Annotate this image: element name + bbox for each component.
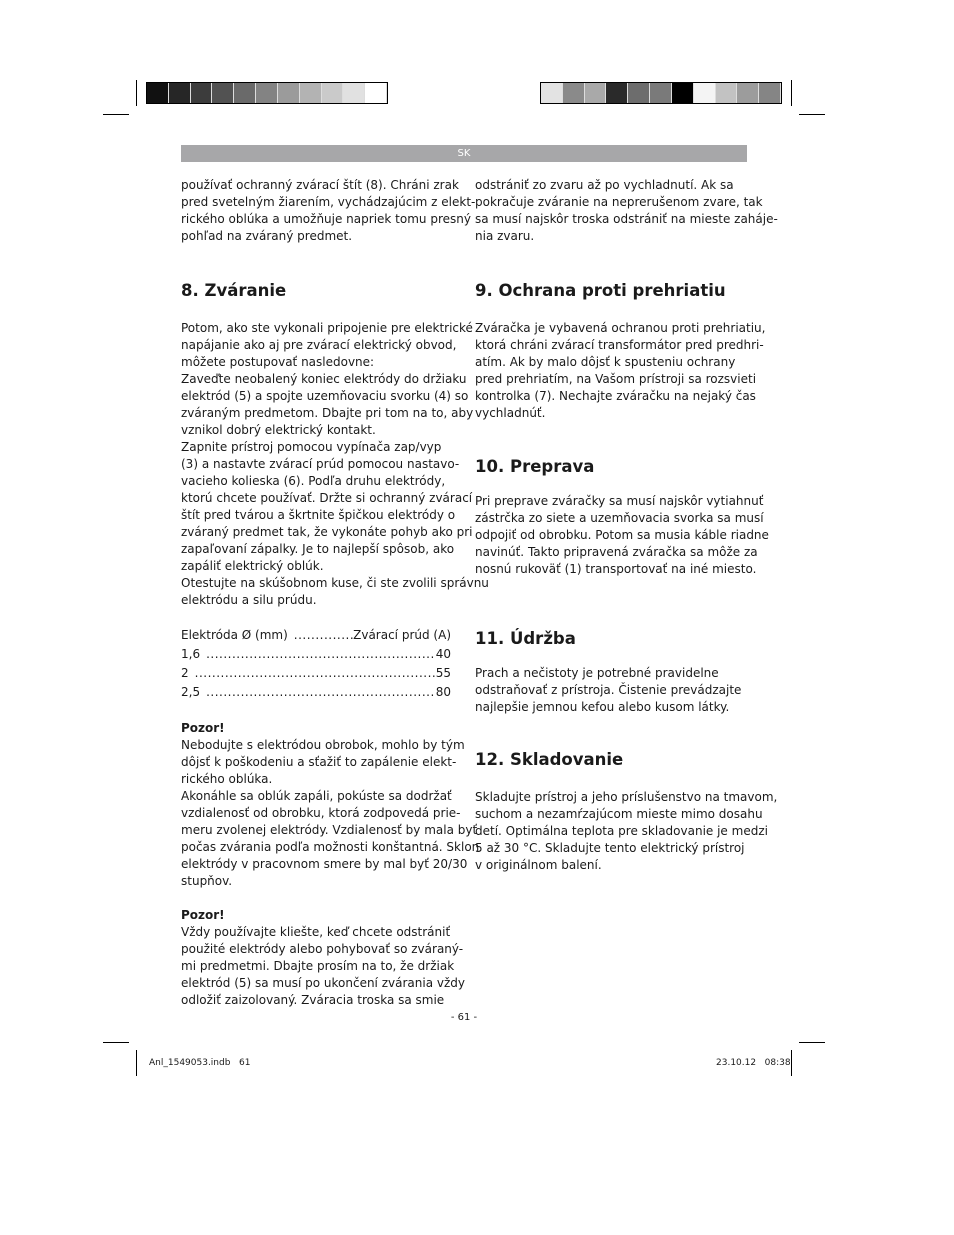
text-line: napájanie ako aj pre zvárací elektrický obvod, [181, 338, 457, 352]
color-swatch [147, 83, 169, 103]
text-line: meru zvolenej elektródy. Vzdialenosť by mala byť [181, 823, 478, 837]
text-line: zapaľovaní zápalky. Je to najlepší spôsob, ako [181, 542, 455, 556]
crop-mark [136, 80, 137, 106]
text-line: ktorá chráni zvárací transformátor pred predhri- [475, 338, 764, 352]
left-column [181, 177, 489, 1009]
color-swatch [585, 83, 607, 103]
text-line: vacieho kolieska (6). Podľa druhu elektródy, [181, 474, 446, 488]
text-line: zváraný predmet tak, že vykonáte pohyb ako pri [181, 525, 473, 539]
color-swatch [191, 83, 213, 103]
electrode-diameter: 2 [181, 666, 189, 680]
text-line: vychladnúť. [475, 406, 546, 420]
color-swatch [256, 83, 278, 103]
text-line: štít pred tvárou a škrtnite špičkou elektródy o [181, 508, 456, 522]
table-row [181, 664, 451, 683]
text-line: rického oblúka. [181, 772, 273, 786]
text-line: (3) a nastavte zvárací prúd pomocou nastavo- [181, 457, 460, 471]
color-swatch [716, 83, 738, 103]
text-line: v originálnom balení. [475, 858, 602, 872]
text-line: mi predmetmi. Dbajte prosím na to, že držiak [181, 959, 455, 973]
text-line: Zaveďte neobalený koniec elektródy do držiaku [181, 372, 467, 386]
text-line: zástrčka zo siete a uzemňovacia svorka sa musí [475, 511, 764, 525]
text-line: Prach a nečistoty je potrebné pravidelne [475, 666, 719, 680]
text-line: sa musí najskôr troska odstrániť na mieste zaháje- [475, 212, 778, 226]
section-11-body [475, 665, 750, 716]
text-line: elektród (5) sa musí po ukončení zvárania vždy [181, 976, 465, 990]
color-swatch [563, 83, 585, 103]
crop-mark [103, 114, 129, 115]
text-line: Zváračka je vybavená ochranou proti prehriatiu, [475, 321, 766, 335]
footer-file-info: Anl_1549053.indb 61 [149, 1058, 251, 1068]
table-header-row [181, 626, 451, 645]
text-line: zváraným predmetom. Dbajte pri tom na to, aby [181, 406, 474, 420]
text-line: najlepšie jemnou kefou alebo kusom látky. [475, 700, 730, 714]
text-line: vznikol dobrý elektrický kontakt. [181, 423, 376, 437]
color-swatch [672, 83, 694, 103]
color-swatch [694, 83, 716, 103]
text-line: odstraňovať z prístroja. Čistenie prevádzajte [475, 683, 742, 697]
text-line: pohľad na zváraný predmet. [181, 229, 353, 243]
page-number: - 61 - [450, 1012, 478, 1023]
text-line: dôjsť k poškodeniu a sťažiť to zapálenie elekt- [181, 755, 457, 769]
text-line: pred prehriatím, na Vašom prístroji sa rozsvieti [475, 372, 757, 386]
text-line: Pri preprave zváračky sa musí najskôr vytiahnuť [475, 494, 764, 508]
dot-leader [206, 683, 436, 702]
text-line: 5 až 30 °C. Skladujte tento elektrický prístroj [475, 841, 745, 855]
text-line: pred svetelným žiarením, vychádzajúcim z elekt- [181, 195, 476, 209]
text-line: odložiť zaizolovaný. Zváracia troska sa smie [181, 993, 445, 1007]
text-line: môžete postupovať nasledovne: [181, 355, 375, 369]
section-10-heading: 10. Preprava [475, 457, 595, 476]
dot-leader [294, 626, 353, 645]
color-swatch [628, 83, 650, 103]
text-line: počas zvárania podľa možnosti konštantná. Sklon [181, 840, 480, 854]
electrode-diameter: 1,6 [181, 647, 201, 661]
color-swatch [343, 83, 365, 103]
text-line: použité elektródy alebo pohybovať so zváraný- [181, 942, 464, 956]
electrode-table [181, 626, 451, 702]
text-line: Potom, ako ste vykonali pripojenie pre elektrické [181, 321, 473, 335]
color-swatch [300, 83, 322, 103]
crop-mark [791, 80, 792, 106]
text-line: Nebodujte s elektródou obrobok, mohlo by tým [181, 738, 465, 752]
intro-paragraph [181, 177, 476, 245]
crop-mark [103, 1042, 129, 1043]
warning-title: Pozor! [181, 721, 225, 735]
table-header-electrode: Elektróda Ø (mm) [181, 628, 288, 642]
footer-date-time: 23.10.12 08:38 [716, 1058, 791, 1068]
warning-title: Pozor! [181, 908, 225, 922]
color-calibration-bar-left [146, 82, 388, 104]
color-swatch [365, 83, 387, 103]
color-swatch [278, 83, 300, 103]
text-line: nia zvaru. [475, 229, 535, 243]
text-line: odstrániť zo zvaru až po vychladnutí. Ak sa [475, 178, 734, 192]
right-column [475, 177, 778, 874]
color-swatch [759, 83, 781, 103]
text-line: zapáliť elektrický oblúk. [181, 559, 324, 573]
text-line: Skladujte prístroj a jeho príslušenstvo na tmavom, [475, 790, 778, 804]
crop-mark [136, 1050, 137, 1076]
text-line: rického oblúka a umožňuje napriek tomu presný [181, 212, 471, 226]
text-line: elektródu a silu prúdu. [181, 593, 317, 607]
electrode-diameter: 2,5 [181, 685, 201, 699]
section-8-body [181, 320, 489, 609]
language-header-bar [181, 145, 747, 162]
section-11-heading: 11. Údržba [475, 629, 576, 648]
welding-current: 40 [435, 647, 451, 661]
text-line: nosnú rukoväť (1) transportovať na iné miesto. [475, 562, 757, 576]
color-swatch [212, 83, 234, 103]
text-line: kontrolka (7). Nechajte zváračku na nejaký čas [475, 389, 756, 403]
text-line: vzdialenosť od obrobku, ktorá zodpovedá prie- [181, 806, 461, 820]
language-code: SK [457, 148, 471, 159]
text-line: elektródy v pracovnom smere by mal byť 20/30 [181, 857, 468, 871]
welding-current: 55 [435, 666, 451, 680]
crop-mark [791, 1050, 792, 1076]
color-calibration-bar-right [540, 82, 782, 104]
table-row [181, 645, 451, 664]
crop-mark [799, 114, 825, 115]
dot-leader [206, 645, 436, 664]
text-line: Otestujte na skúšobnom kuse, či ste zvolili správnu [181, 576, 489, 590]
text-line: Vždy používajte kliešte, keď chcete odstrániť [181, 925, 451, 939]
text-line: elektród (5) a spojte uzemňovaciu svorku (4) so [181, 389, 469, 403]
text-line: suchom a nezamŕzajúcom mieste mimo dosahu [475, 807, 763, 821]
section-12-heading: 12. Skladovanie [475, 750, 624, 769]
intro-paragraph [475, 177, 778, 245]
color-swatch [737, 83, 759, 103]
table-row [181, 683, 451, 702]
color-swatch [541, 83, 563, 103]
section-12-body [475, 789, 778, 874]
color-swatch [322, 83, 344, 103]
text-line: stupňov. [181, 874, 233, 888]
section-10-body [475, 493, 769, 578]
color-swatch [169, 83, 191, 103]
warning-block-1 [181, 720, 480, 890]
text-line: ktorú chcete používať. Držte si ochranný zvárací [181, 491, 473, 505]
text-line: Akonáhle sa oblúk zapáli, pokúste sa dodržať [181, 789, 452, 803]
section-9-heading: 9. Ochrana proti prehriatiu [475, 281, 726, 300]
color-swatch [234, 83, 256, 103]
text-line: odpojiť od obrobku. Potom sa musia káble riadne [475, 528, 769, 542]
section-9-body [475, 320, 766, 422]
text-line: Zapnite prístroj pomocou vypínača zap/vyp [181, 440, 442, 454]
text-line: navinúť. Takto pripravená zváračka sa môže za [475, 545, 758, 559]
warning-block-2 [181, 907, 465, 1009]
table-header-current: Zvárací prúd (A) [353, 628, 451, 642]
color-swatch [606, 83, 628, 103]
dot-leader [195, 664, 436, 683]
text-line: atím. Ak by malo dôjsť k spusteniu ochrany [475, 355, 736, 369]
crop-mark [799, 1042, 825, 1043]
welding-current: 80 [435, 685, 451, 699]
section-8-heading: 8. Zváranie [181, 281, 287, 300]
color-swatch [650, 83, 672, 103]
text-line: detí. Optimálna teplota pre skladovanie je medzi [475, 824, 768, 838]
text-line: používať ochranný zvárací štít (8). Chráni zrak [181, 178, 459, 192]
text-line: pokračuje zváranie na neprerušenom zvare, tak [475, 195, 763, 209]
